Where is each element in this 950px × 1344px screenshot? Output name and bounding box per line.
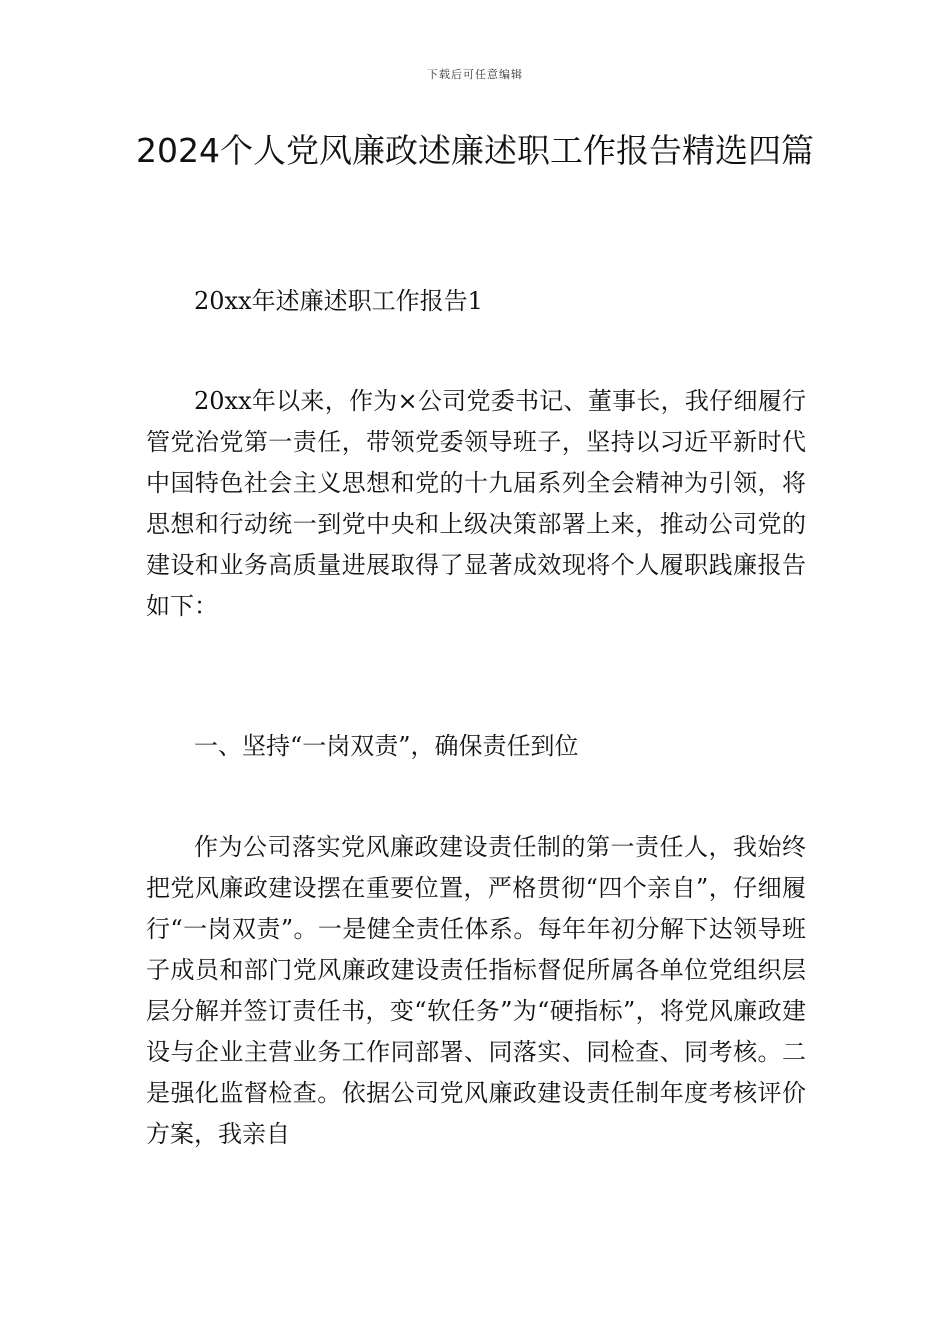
intro-paragraph <box>146 381 806 627</box>
section-heading-1-text: 一、坚持“一岗双责”，确保责任到位 <box>194 732 579 760</box>
report-subheading-text: 20xx年述廉述职工作报告1 <box>194 287 483 315</box>
section-1-paragraph-text: 作为公司落实党风廉政建设责任制的第一责任人，我始终把党风廉政建设摆在重要位置，严格贯彻“四个亲自”，仔细履行“一岗双责”。一是健全责任体系。每年年初分解下达领导班子成员和部门党风廉政建设责任指标督促所属各单位党组织层层分解并签订责任书，变“软任务”为“硬指标”，将党风廉政建设与企业主营业务工作同部署、同落实、同检查、同考核。二是强化监督检查。依据公司党风廉政建设责任制年度考核评价方案，我亲自 <box>146 833 806 1148</box>
section-heading-1 <box>146 726 806 767</box>
intro-paragraph-text: 20xx年以来，作为×公司党委书记、董事长，我仔细履行管党治党第一责任，带领党委领导班子，坚持以习近平新时代中国特色社会主义思想和党的十九届系列全会精神为引领，将思想和行动统一到党中央和上级决策部署上来，推动公司党的建设和业务高质量进展取得了显著成效现将个人履职践廉报告如下： <box>146 387 806 620</box>
document-title: 2024个人党风廉政述廉述职工作报告精选四篇 <box>136 131 814 170</box>
header-note: 下载后可任意编辑 <box>427 68 523 81</box>
report-subheading <box>146 281 806 322</box>
section-1-paragraph <box>146 827 806 1155</box>
